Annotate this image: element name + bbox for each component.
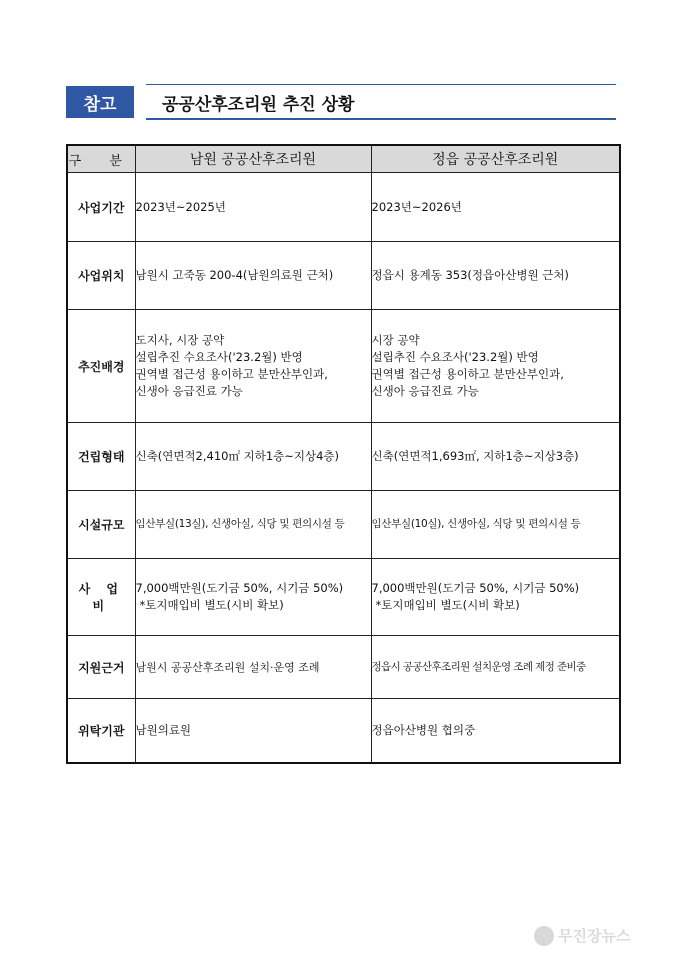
cell-line: 설립추진 수요조사('23.2월) 반영 [135,350,303,364]
cell-line: 정읍시 용계동 353(정읍아산병원 근처) [371,268,569,282]
reference-badge: 참고 [66,86,134,118]
namwon-cell [135,636,371,699]
cell-line: 신축(연면적2,410㎡ 지하1층~지상4층) [135,449,340,463]
cell-line: 정읍시 공공산후조리원 설치운영 조례 제정 준비중 [371,660,586,673]
jeongeup-cell [371,559,620,636]
jeongeup-cell [371,310,620,423]
table-row [67,699,620,763]
cell-line: 7,000백만원(도기금 50%, 시기금 50%) [135,581,344,595]
watermark [534,925,630,946]
watermark-text: 무진장뉴스 [558,927,631,945]
row-label: 시설규모 [67,491,135,559]
namwon-cell [135,310,371,423]
watermark-logo-icon [534,926,554,946]
jeongeup-cell [371,423,620,491]
table-row [67,242,620,310]
header-category: 구 분 [67,145,135,173]
cell-line: 2023년~2025년 [135,199,226,214]
header-jeongeup: 정읍 공공산후조리원 [371,145,620,173]
cell-line: 임산부실(10실), 신생아실, 식당 및 편의시설 등 [371,518,581,530]
cell-line: 임산부실(13실), 신생아실, 식당 및 편의시설 등 [135,518,345,530]
header-rule-top [146,84,616,85]
header-rule-bottom [146,118,616,120]
cell-line: 2023년~2026년 [371,199,462,214]
cell-line: 신생아 응급진료 가능 [135,384,243,398]
row-label: 위탁기관 [67,699,135,763]
cell-line: *토지매입비 별도(시비 확보) [139,598,284,612]
cell-line: *토지매입비 별도(시비 확보) [375,598,520,612]
jeongeup-cell [371,636,620,699]
jeongeup-cell [371,491,620,559]
namwon-cell [135,423,371,491]
cell-line: 남원시 공공산후조리원 설치·운영 조례 [135,660,320,674]
jeongeup-cell [371,173,620,242]
cell-line: 시장 공약 [371,333,420,347]
cell-line: 정읍아산병원 협의중 [371,722,476,737]
jeongeup-cell [371,242,620,310]
table-row [67,173,620,242]
cell-line: 남원시 고죽동 200-4(남원의료원 근처) [135,268,334,282]
table-row [67,310,620,423]
cell-line: 남원의료원 [135,722,192,737]
header-namwon: 남원 공공산후조리원 [135,145,371,173]
namwon-cell [135,699,371,763]
table-row [67,636,620,699]
namwon-cell [135,242,371,310]
table-row [67,559,620,636]
cell-line: 설립추진 수요조사('23.2월) 반영 [371,350,539,364]
cell-line: 신생아 응급진료 가능 [371,384,479,398]
cell-line: 권역별 접근성 용이하고 분만산부인과, [371,367,564,381]
row-label: 추진배경 [67,310,135,423]
namwon-cell [135,491,371,559]
table-row [67,423,620,491]
namwon-cell [135,173,371,242]
page-title: 공공산후조리원 추진 상황 [162,95,355,115]
row-label: 사업기간 [67,173,135,242]
table-row [67,491,620,559]
row-label: 사업위치 [67,242,135,310]
jeongeup-cell [371,699,620,763]
cell-line: 권역별 접근성 용이하고 분만산부인과, [135,367,328,381]
table-header-row [67,145,620,173]
status-table [66,144,621,764]
section-header [66,82,616,120]
cell-line: 도지사, 시장 공약 [135,333,225,347]
row-label: 사 업 비 [67,559,135,636]
namwon-cell [135,559,371,636]
cell-line: 신축(연면적1,693㎡, 지하1층~지상3층) [371,449,579,463]
cell-line: 7,000백만원(도기금 50%, 시기금 50%) [371,581,580,595]
row-label: 지원근거 [67,636,135,699]
row-label: 건립형태 [67,423,135,491]
